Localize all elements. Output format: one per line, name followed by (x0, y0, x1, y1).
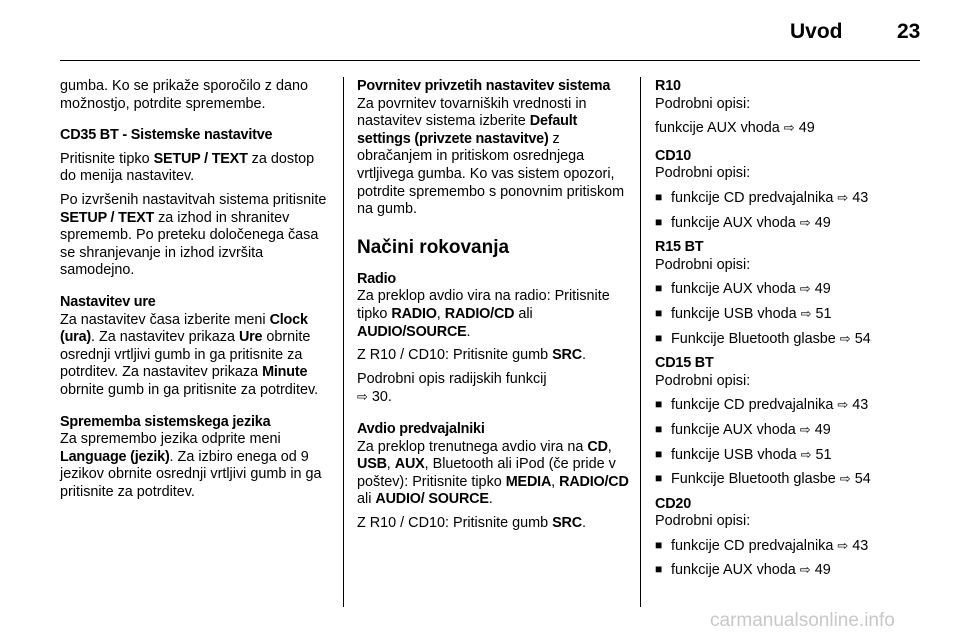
paragraph: Za preklop trenutnega avdio vira na CD, USB, AUX, Bluetooth ali iPod (če pride v poštev): Pritisnite tipko MEDIA, RADIO/CD ali AUDIO/ SOURCE. (357, 438, 629, 508)
intro-paragraph: gumba. Ko se prikaže sporočilo z dano možnostjo, potrdite spremembe. (60, 78, 308, 112)
feature-list (655, 396, 925, 488)
description-label: Podrobni opisi: (655, 513, 751, 530)
model-title: CD15 BT (655, 355, 714, 372)
page-header-title: Uvod (790, 20, 843, 43)
page-ref-arrow-icon: ⇨ (837, 397, 849, 413)
model-title: R15 BT (655, 239, 704, 256)
page-ref-arrow-icon: ⇨ (837, 537, 849, 553)
section-title: Sprememba sistemskega jezika (60, 413, 271, 430)
column-3 (655, 78, 925, 587)
description-label: Podrobni opisi: (655, 256, 751, 273)
model-title: R10 (655, 78, 681, 94)
page-ref-arrow-icon: ⇨ (800, 446, 812, 462)
page-ref-arrow-icon: ⇨ (800, 305, 812, 321)
feature-list (655, 537, 925, 580)
description-label: Podrobni opisi: (655, 95, 751, 112)
column-divider (343, 77, 344, 607)
header-rule (60, 60, 920, 61)
paragraph: Za povrnitev tovarniških vrednosti in nastavitev sistema izberite Default settings (privzete nastavitve) z obračanjem in pritiskom osrednjega vrtljivega gumba. Ko vas sistem opozori, potrdite spremembo s ponovnim pritiskom na gumb. (357, 95, 625, 218)
column-2 (357, 78, 629, 538)
list-item: ■ funkcije AUX vhoda ⇨ 49 (655, 214, 925, 233)
feature-list (655, 280, 925, 348)
list-item: ■ funkcije USB vhoda ⇨ 51 (655, 305, 925, 324)
section-title: Radio (357, 270, 396, 287)
section-title: Nastavitev ure (60, 293, 156, 310)
model-title: CD10 (655, 147, 691, 164)
column-1 (60, 78, 330, 507)
list-item: ■ funkcije CD predvajalnika ⇨ 43 (655, 189, 925, 208)
section-title: Avdio predvajalniki (357, 420, 485, 437)
page-ref-arrow-icon: ⇨ (799, 562, 811, 578)
page-ref-arrow-icon: ⇨ (799, 214, 811, 230)
feature-list (655, 189, 925, 232)
list-item: ■ funkcije AUX vhoda ⇨ 49 (655, 421, 925, 440)
paragraph: Z R10 / CD10: Pritisnite gumb SRC. (357, 514, 586, 531)
paragraph: Podrobni opis radijskih funkcij ⇨ 30. (357, 370, 547, 406)
watermark: carmanualsonline.info (710, 610, 895, 631)
section-heading: Načini rokovanja (357, 236, 510, 258)
list-item: ■ Funkcije Bluetooth glasbe ⇨ 54 (655, 330, 925, 349)
list-item: ■ funkcije AUX vhoda ⇨ 49 (655, 280, 925, 299)
description-label: Podrobni opisi: (655, 165, 751, 182)
column-divider (640, 77, 641, 607)
page-ref-arrow-icon: ⇨ (357, 389, 368, 405)
paragraph: Za preklop avdio vira na radio: Pritisnite tipko RADIO, RADIO/CD ali AUDIO/SOURCE. (357, 288, 610, 340)
page-ref-arrow-icon: ⇨ (839, 471, 851, 487)
paragraph: Z R10 / CD10: Pritisnite gumb SRC. (357, 347, 586, 364)
paragraph: Pritisnite tipko SETUP / TEXT za dostop do menija nastavitev. (60, 150, 315, 185)
description-label: Podrobni opisi: (655, 372, 751, 389)
page-ref-arrow-icon: ⇨ (837, 189, 849, 205)
list-item: funkcije AUX vhoda ⇨ 49 (655, 120, 815, 137)
section-title: Povrnitev privzetih nastavitev sistema (357, 78, 611, 94)
list-item: ■ funkcije USB vhoda ⇨ 51 (655, 446, 925, 465)
page-ref-arrow-icon: ⇨ (783, 120, 795, 136)
list-item: ■ Funkcije Bluetooth glasbe ⇨ 54 (655, 470, 925, 489)
model-title: CD20 (655, 495, 691, 512)
paragraph: Po izvršenih nastavitvah sistema pritisnite SETUP / TEXT za izhod in shranitev sprememb. Po preteku določenega časa se shranjevanje in izhod izvršita samodejno. (60, 191, 327, 279)
list-item: ■ funkcije CD predvajalnika ⇨ 43 (655, 396, 925, 415)
list-item: ■ funkcije AUX vhoda ⇨ 49 (655, 561, 925, 580)
page-number: 23 (897, 20, 921, 43)
paragraph: Za spremembo jezika odprite meni Language (jezik). Za izbiro enega od 9 jezikov obrnite osrednji vrtljivi gumb in ga pritisnite za potrditev. (60, 431, 322, 500)
section-title: CD35 BT - Sistemske nastavitve (60, 127, 273, 144)
page-ref-arrow-icon: ⇨ (839, 330, 851, 346)
paragraph: Za nastavitev časa izberite meni Clock (ura). Za nastavitev prikaza Ure obrnite osrednji vrtljivi gumb in ga pritisnite za potrditev. Za nastavitev prikaza Minute obrnite gumb in ga pritisnite za potrditev. (60, 311, 319, 398)
page-ref-arrow-icon: ⇨ (799, 281, 811, 297)
page-ref-arrow-icon: ⇨ (799, 421, 811, 437)
list-item: ■ funkcije CD predvajalnika ⇨ 43 (655, 537, 925, 556)
